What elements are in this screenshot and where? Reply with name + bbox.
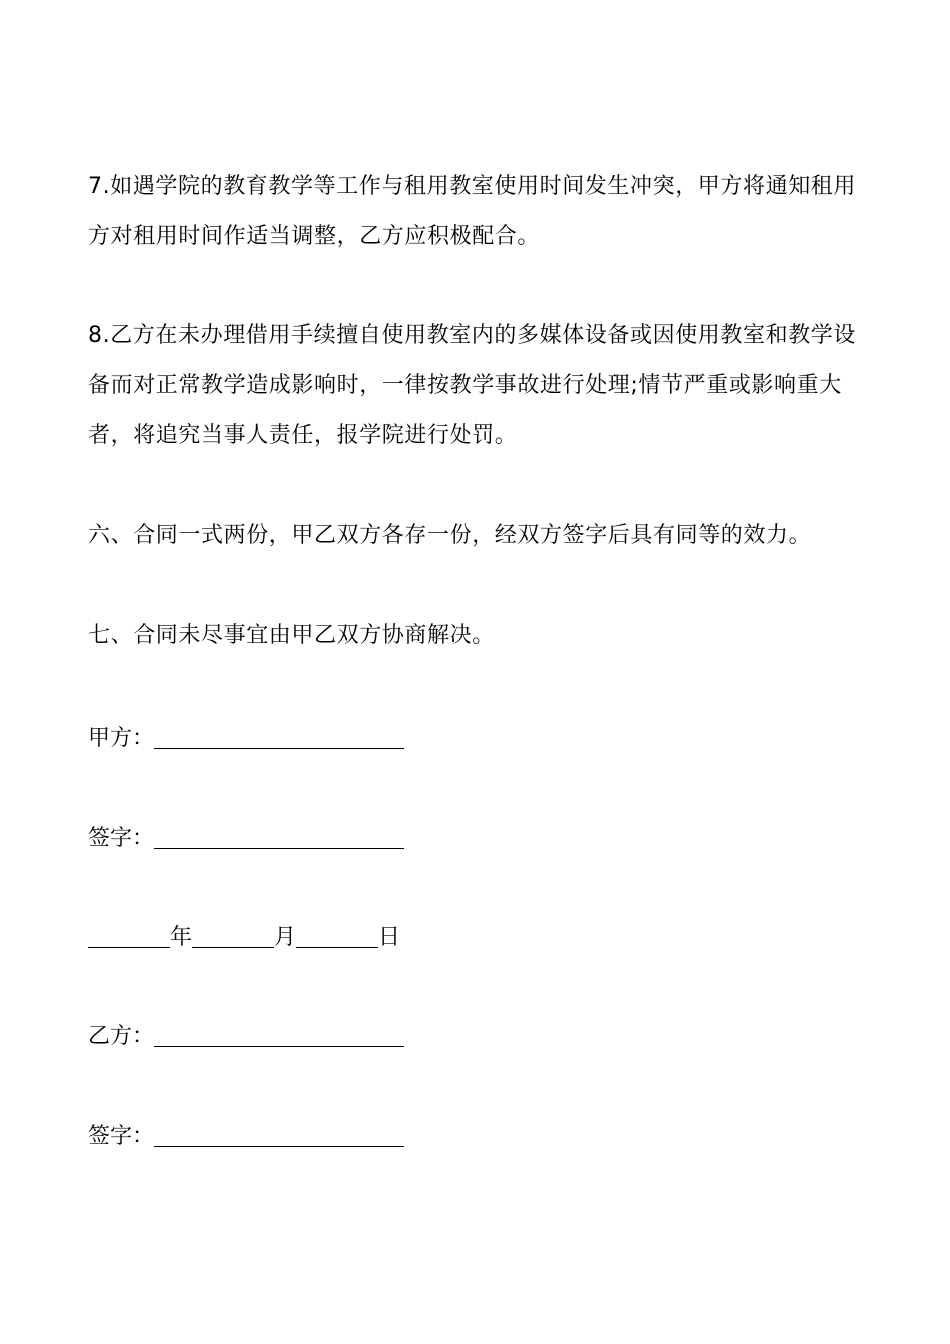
month-blank bbox=[192, 923, 274, 948]
day-label: 日 bbox=[378, 925, 401, 950]
clause-section-6: 六、合同一式两份，甲乙双方各存一份，经双方签字后具有同等的效力。 bbox=[88, 523, 812, 548]
clause-item-8: 8.乙方在未办理借用手续擅自使用教室内的多媒体设备或因使用教室和教学设备而对正常教学造成影响时，一律按教学事故进行处理;情节严重或影响重大者，将追究当事人责任，报学院进行处罚。 bbox=[88, 323, 856, 448]
party-b-signature-blank bbox=[154, 1122, 404, 1147]
party-a-line bbox=[88, 720, 404, 754]
party-a-signature-blank bbox=[154, 824, 404, 849]
party-a-blank bbox=[154, 724, 404, 749]
party-a-label: 甲方： bbox=[88, 726, 155, 751]
month-label: 月 bbox=[274, 925, 297, 950]
clause-section-7: 七、合同未尽事宜由甲乙双方协商解决。 bbox=[88, 623, 495, 648]
clause-item-7: 7.如遇学院的教育教学等工作与租用教室使用时间发生冲突，甲方将通知租用方对租用时间作适当调整，乙方应积极配合。 bbox=[88, 174, 856, 249]
party-a-signature-label: 签字： bbox=[88, 826, 155, 851]
year-label: 年 bbox=[170, 925, 193, 950]
party-b-signature-line bbox=[88, 1118, 404, 1152]
year-blank bbox=[88, 923, 170, 948]
day-blank bbox=[296, 923, 378, 948]
party-b-label: 乙方： bbox=[88, 1024, 155, 1049]
party-b-signature-label: 签字： bbox=[88, 1124, 155, 1149]
party-a-signature-line bbox=[88, 820, 404, 854]
date-line bbox=[88, 919, 400, 953]
party-b-line bbox=[88, 1018, 404, 1052]
party-b-blank bbox=[154, 1022, 404, 1047]
